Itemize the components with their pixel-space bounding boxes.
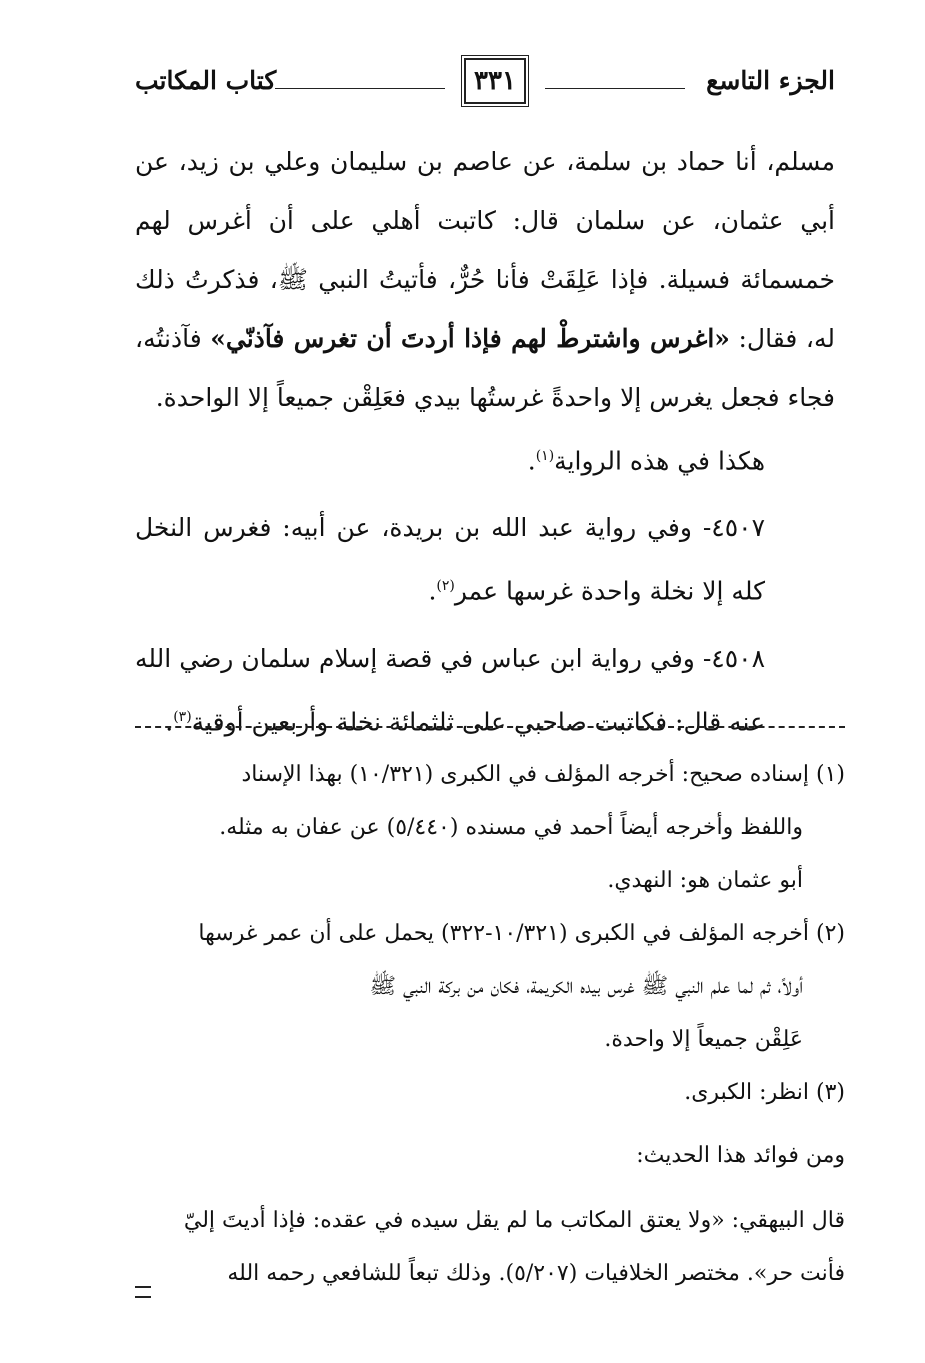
hadith-text-end: فآذنتُه، فجاء فجعل يغرس إلا واحدةً غرستُها بيدي فعَلِقْن جميعاً إلا الواحدة.: [135, 324, 835, 412]
hadith-text: مسلم، أنا حماد بن سلمة، عن عاصم بن سليمان وعلي بن زيد، عن أبي عثمان، عن سلمان قال: كاتبت أهلي على أن أغرس لهم خمسمائة فسيلة. فإذا عَلِقَتْ فأنا حُرٌّ، فأتيتُ النبي ﷺ، فذكرتُ ذلك له، فقال:: [135, 147, 835, 353]
bayhaqi-line-1: قال البيهقي: «ولا يعتق المكاتب ما لم يقل سيده في عقده: فإذا أديتَ إليّ: [183, 1208, 845, 1233]
hadith-4508-text: ٤٥٠٨- وفي رواية ابن عباس في قصة إسلام سلمان رضي الله عنه قال: فكاتبت صاحبي على ثلثمائة نخلة وأربعين أوقية: [135, 643, 765, 736]
footnote-ref-3: (٣): [173, 708, 192, 725]
period: .: [527, 446, 536, 476]
footnote-2: (٢) أخرجه المؤلف في الكبرى (١٠/٣٢١-٣٢٢) يحمل على أن عمر غرسها: [198, 921, 845, 946]
footnotes: [135, 748, 845, 1300]
narration-note: [135, 427, 835, 490]
footnote-1-cont: واللفظ وأخرجه أيضاً أحمد في مسنده (٥/٤٤٠) عن عفان به مثله.: [219, 815, 803, 840]
page-number: ٣٣١: [464, 58, 526, 104]
volume-title: الجزء التاسع: [706, 66, 835, 95]
header-rule-left: [275, 88, 445, 89]
period: .: [165, 706, 174, 736]
footnote-2-cont2: عَلِقْن جميعاً إلا واحدة.: [604, 1027, 803, 1052]
benefits-heading: ومن فوائد هذا الحديث:: [636, 1143, 845, 1168]
footnote-ref-1: (١): [535, 448, 555, 464]
footnote-1: (١) إسناده صحيح: أخرجه المؤلف في الكبرى (١٠/٣٢١) بهذا الإسناد: [241, 762, 845, 787]
footnote-3: (٣) انظر: الكبرى.: [684, 1080, 845, 1105]
period: .: [428, 576, 437, 606]
chapter-title: كتاب المكاتب: [135, 66, 277, 95]
hadith-4508: [135, 629, 835, 751]
footnote-2-cont: أولاً، ثم لما علم النبي ﷺ غرس بيده الكريمة، فكان من بركة النبي ﷺ: [369, 974, 803, 999]
footnote-divider: [135, 726, 845, 728]
header-rule-right: [545, 88, 685, 89]
narration-note-text: هكذا في هذه الرواية: [554, 446, 765, 476]
page-header: [135, 58, 835, 118]
hadith-4507: [135, 498, 835, 620]
hadith-quote: «اغرس واشترطْ لهم فإذا أردتَ أن تغرس فآذنّي»: [210, 324, 730, 353]
footnote-1-cont2: أبو عثمان هو: النهدي.: [607, 868, 803, 893]
continuation-mark: [135, 1286, 151, 1298]
bayhaqi-line-2: فأنت حر». مختصر الخلافيات (٥/٢٠٧). وذلك تبعاً للشافعي رحمه الله: [227, 1261, 845, 1286]
footnote-ref-2: (٢): [436, 578, 455, 595]
main-text: [135, 132, 835, 751]
hadith-paragraph: [135, 132, 835, 427]
hadith-4507-text: ٤٥٠٧- وفي رواية عبد الله بن بريدة، عن أبيه: فغرس النخل كله إلا نخلة واحدة غرسها عمر: [135, 513, 765, 606]
